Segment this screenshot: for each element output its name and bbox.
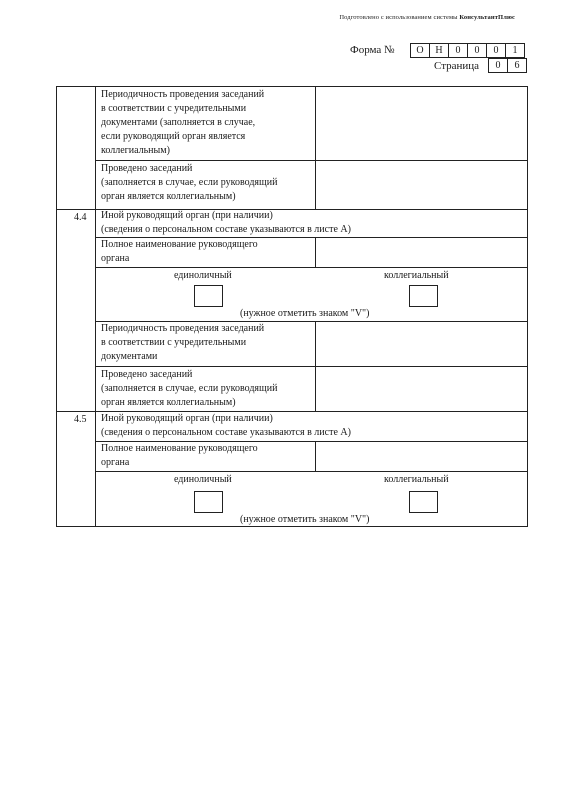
form-code-cell: Н (429, 43, 449, 58)
form-code-cell: 1 (505, 43, 525, 58)
section-number-4-5: 4.5 (74, 414, 87, 425)
section-number-4-4: 4.4 (74, 212, 87, 223)
full-name-label-4-5: Полное наименование руководящего органа (101, 443, 258, 468)
sole-checkbox-4-4[interactable] (194, 285, 223, 307)
header-note (339, 14, 515, 21)
page-number-cell: 6 (507, 58, 527, 73)
collegial-checkbox-4-5[interactable] (409, 491, 438, 513)
collegial-checkbox-4-4[interactable] (409, 285, 438, 307)
header-note-brand: КонсультантПлюс (459, 14, 515, 21)
full-name-value-field-4-5[interactable] (316, 442, 526, 470)
mark-note-4-4: (нужное отметить знаком "V") (240, 308, 370, 319)
section-4-4-title: Иной руководящий орган (при наличии) (сведения о персональном составе указываются в листе А) (101, 210, 351, 235)
periodicity-value-field-4-4[interactable] (316, 322, 526, 365)
periodicity-label-top: Периодичность проведения заседаний в соответствии с учредительными документами (заполняется в случае, если руководящий орган является коллегиальным) (101, 89, 265, 156)
form-label: Форма № (350, 44, 395, 56)
full-name-value-field-4-4[interactable] (316, 238, 526, 266)
page-number-cell: 0 (488, 58, 508, 73)
mark-note-4-5: (нужное отметить знаком "V") (240, 514, 370, 525)
sole-label-4-5: единоличный (174, 474, 232, 485)
header-note-prefix: Подготовлено с использованием системы (339, 14, 460, 21)
section-4-5-title: Иной руководящий орган (при наличии) (сведения о персональном составе указываются в листе А) (101, 413, 351, 438)
periodicity-value-field-top[interactable] (316, 87, 526, 159)
meetings-held-label-top: Проведено заседаний (заполняется в случае, если руководящий орган является коллегиальным) (101, 163, 278, 202)
form-code-cell: 0 (467, 43, 487, 58)
form-code-cell: О (410, 43, 430, 58)
collegial-label-4-4: коллегиальный (384, 270, 449, 281)
meetings-held-value-field-top[interactable] (316, 161, 526, 209)
periodicity-label-4-4: Периодичность проведения заседаний в соответствии с учредительными документами (101, 323, 265, 362)
form-code-cell: 0 (448, 43, 468, 58)
form-code-cell: 0 (486, 43, 506, 58)
meetings-held-value-field-4-4[interactable] (316, 367, 526, 410)
sole-label-4-4: единоличный (174, 270, 232, 281)
sole-checkbox-4-5[interactable] (194, 491, 223, 513)
meetings-held-label-4-4: Проведено заседаний (заполняется в случае, если руководящий орган является коллегиальным) (101, 369, 278, 408)
page-number-cells (489, 58, 527, 73)
full-name-label-4-4: Полное наименование руководящего органа (101, 239, 258, 264)
collegial-label-4-5: коллегиальный (384, 474, 449, 485)
form-code-cells (411, 43, 525, 58)
page-label: Страница (434, 60, 480, 72)
